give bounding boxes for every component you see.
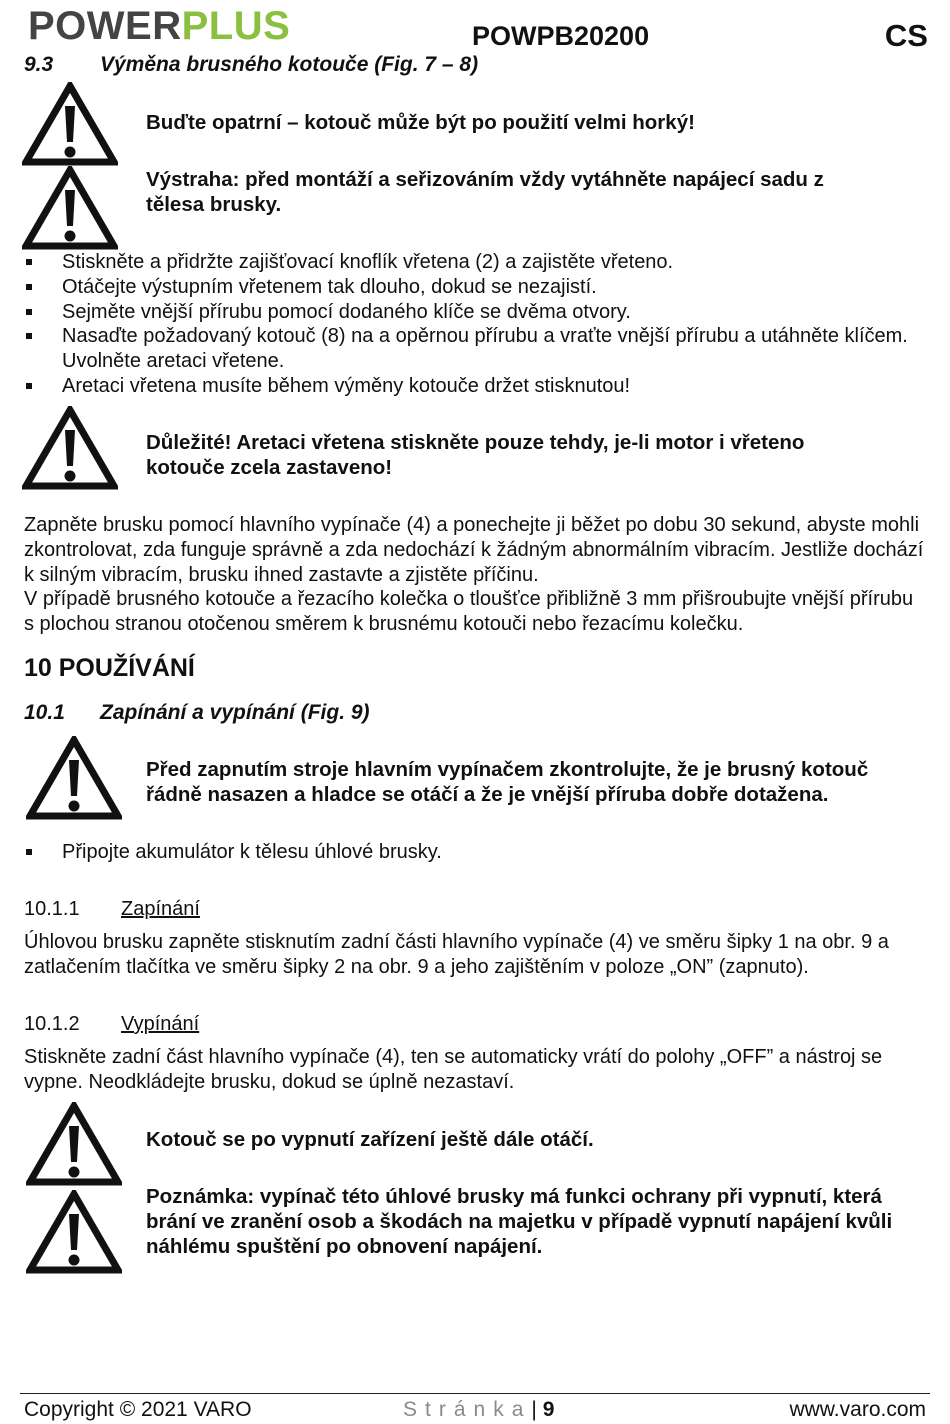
bullet-list-9-3 — [24, 250, 914, 399]
paragraph-test-run: Zapněte brusku pomocí hlavního vypínače (4) a ponechejte ji běžet po dobu 30 sekund, abyste mohli zkontrolovat, zda funguje správně a zda nedochází k žádným abnormálním vibracím. Jestliže dochází k silným vibracím, brusku ihned zastavte a zjistěte příčinu. — [24, 514, 924, 586]
warning-check-disc: Před zapnutím stroje hlavním vypínačem zkontrolujte, že je brusný kotouč řádně nasazen a hladce se otáčí a že je vnější příruba dobře dotažena. — [146, 758, 869, 806]
warning-icon — [22, 166, 118, 252]
footer-website: www.varo.com — [789, 1398, 926, 1421]
bullet-list-10-1 — [24, 840, 914, 865]
section-title-text: Výměna brusného kotouče (Fig. 7 – 8) — [100, 53, 479, 76]
list-item: Otáčejte výstupním vřetenem tak dlouho, dokud se nezajistí. — [24, 275, 914, 300]
page-label: Stránka — [403, 1398, 532, 1421]
section-title-9-3 — [24, 52, 478, 78]
list-item: Připojte akumulátor k tělesu úhlové brusky. — [24, 840, 914, 865]
subsection-title-10-1-2 — [24, 1012, 199, 1036]
warning-icon — [22, 82, 118, 168]
paragraph-switch-on: Úhlovou brusku zapněte stisknutím zadní části hlavního vypínače (4) ve směru šipky 1 na obr. 9 a zatlačením tlačítka ve směru šipky 2 na obr. 9 a jeho zajištěním v poloze „ON” (zapnuto). — [24, 931, 889, 978]
warning-unplug: Výstraha: před montáží a seřizováním vždy vytáhněte napájecí sadu z tělesa brusky. — [146, 168, 824, 216]
warning-icon — [26, 1102, 122, 1188]
subsection-number: 10.1.1 — [24, 898, 80, 920]
list-item: Sejměte vnější přírubu pomocí dodaného klíče se dvěma otvory. — [24, 300, 914, 325]
brand-logo-part1: POWER — [28, 4, 182, 48]
section-number: 10.1 — [24, 701, 65, 724]
note-restart-protection: Poznámka: vypínač této úhlové brusky má funkci ochrany při vypnutí, která brání ve zranění osob a škodách na majetku v případě vypnutí napájení kvůli náhlému spuštění po obnovení napájení. — [146, 1185, 893, 1258]
page-separator: | — [531, 1398, 537, 1421]
warning-icon — [26, 736, 122, 822]
section-number: 9.3 — [24, 53, 54, 76]
page-number: 9 — [542, 1398, 555, 1421]
chapter-heading: 10 POUŽÍVÁNÍ — [24, 654, 195, 682]
subsection-title-10-1-1 — [24, 897, 200, 921]
language-code: CS — [884, 18, 928, 53]
brand-logo — [28, 4, 290, 48]
footer-divider — [20, 1393, 930, 1394]
subsection-title-text: Vypínání — [121, 1013, 200, 1035]
subsection-title-text: Zapínání — [121, 898, 200, 920]
warning-hot-disc: Buďte opatrní – kotouč může být po použití velmi horký! — [146, 111, 695, 134]
section-title-text: Zapínání a vypínání (Fig. 9) — [100, 701, 370, 724]
paragraph-flange: V případě brusného kotouče a řezacího kolečka o tloušťce přibližně 3 mm přišroubujte vnější přírubu s plochou stranou otočenou směrem k brusnému kotouči nebo řezacímu kolečku. — [24, 588, 914, 635]
footer-page — [403, 1397, 554, 1423]
footer-copyright: Copyright © 2021 VARO — [24, 1398, 252, 1421]
list-item: Nasaďte požadovaný kotouč (8) na a opěrnou přírubu a vraťte vnější přírubu a utáhněte klíčem. Uvolněte aretaci vřetene. — [24, 324, 914, 374]
list-item: Stiskněte a přidržte zajišťovací knoflík vřetena (2) a zajistěte vřeteno. — [24, 250, 914, 275]
model-number: POWPB20200 — [472, 21, 650, 51]
warning-icon — [22, 406, 118, 492]
warning-icon — [26, 1190, 122, 1276]
list-item: Aretaci vřetena musíte během výměny kotouče držet stisknutou! — [24, 374, 914, 399]
warning-disc-rotates: Kotouč se po vypnutí zařízení ještě dále otáčí. — [146, 1128, 594, 1151]
subsection-number: 10.1.2 — [24, 1013, 80, 1035]
paragraph-switch-off: Stiskněte zadní část hlavního vypínače (4), ten se automaticky vrátí do polohy „OFF” a nástroj se vypne. Neodkládejte brusku, dokud se úplně nezastaví. — [24, 1046, 883, 1093]
important-note: Důležité! Aretaci vřetena stiskněte pouze tehdy, je-li motor i vřeteno kotouče zcela zastaveno! — [146, 431, 805, 479]
brand-logo-part2: PLUS — [181, 4, 291, 48]
section-title-10-1 — [24, 700, 370, 726]
